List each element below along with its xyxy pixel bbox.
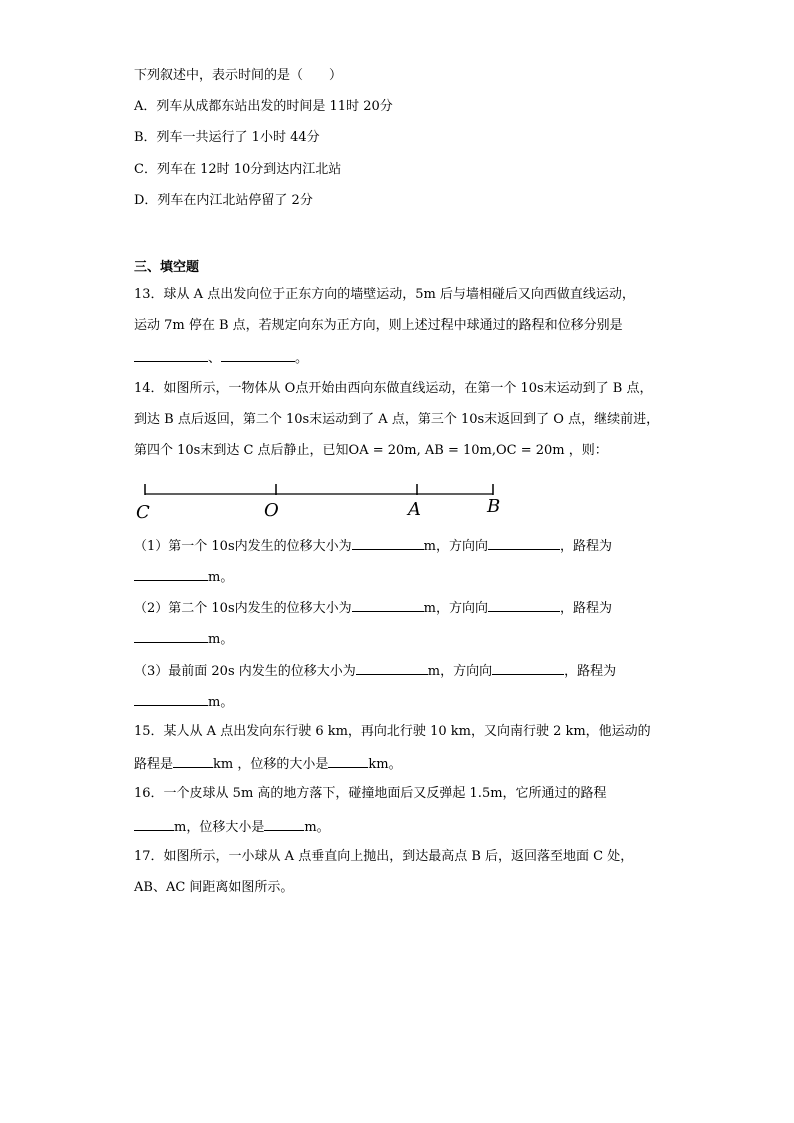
q14-sub3-blank-displacement[interactable] — [356, 660, 428, 675]
q14-sub3-blank-distance[interactable] — [134, 691, 208, 706]
q15-blank-displacement[interactable] — [328, 753, 368, 768]
q13-line2: 运动 7m 停在 B 点，若规定向东为正方向，则上述过程中球通过的路程和位移分别是 — [134, 318, 623, 333]
q14-sub3-line2 — [134, 691, 233, 713]
q15-line2 — [134, 753, 402, 775]
label-b: B — [487, 496, 501, 517]
q15-blank-distance[interactable] — [173, 753, 213, 768]
section-heading: 三、填空题 — [134, 260, 200, 275]
q14-sub3-text-a: （3）最前面 20s 内发生的位移大小为 — [134, 664, 356, 679]
q15-text-b: km ，位移的大小是 — [213, 757, 329, 772]
q13-blank-displacement[interactable] — [221, 347, 295, 362]
q13-end: 。 — [295, 351, 309, 366]
q14-sub2-text-c: ，路程为 — [559, 601, 612, 616]
q14-sub2-blank-distance[interactable] — [134, 628, 208, 643]
q16-line2 — [134, 816, 330, 838]
q14-sub2-blank-displacement[interactable] — [352, 597, 424, 612]
label-a: A — [408, 499, 421, 520]
q17-line1: 17．如图所示，一小球从 A 点垂直向上抛出，到达最高点 B 后，返回落至地面 C 处， — [134, 849, 634, 864]
q14-sub1-text-a: （1）第一个 10s内发生的位移大小为 — [134, 539, 352, 554]
q12-option-c: C．列车在 12时 10分到达内江北站 — [134, 162, 342, 177]
q14-sub2-blank-direction[interactable] — [488, 597, 560, 612]
q15-line1: 15．某人从 A 点出发向东行驶 6 km，再向北行驶 10 km，又向南行驶 2 km，他运动的 — [134, 724, 651, 739]
q14-line3: 第四个 10s末到达 C 点后静止，已知OA = 20m, AB = 10m,OC = 20m ，则： — [134, 443, 608, 458]
q14-sub1-line2 — [134, 566, 233, 588]
q17-line2: AB、AC 间距离如图所示。 — [134, 880, 294, 895]
q12-option-b: B．列车一共运行了 1小时 44分 — [134, 130, 320, 145]
q14-sub3-text-d: m。 — [208, 695, 234, 710]
q14-sub1-text-d: m。 — [208, 570, 234, 585]
q12-option-a: A．列车从成都东站出发的时间是 11时 20分 — [134, 99, 393, 114]
q13-answer-line — [134, 347, 308, 369]
q14-sub1-line — [134, 535, 612, 557]
q16-text-a: m，位移大小是 — [174, 820, 265, 835]
q16-text-b: m。 — [304, 820, 330, 835]
q14-sub1-text-c: ，路程为 — [559, 539, 612, 554]
q14-sub1-blank-displacement[interactable] — [352, 535, 424, 550]
q14-sub2-line2 — [134, 628, 233, 650]
q14-sub2-text-d: m。 — [208, 632, 234, 647]
q14-sub3-text-c: ，路程为 — [564, 664, 617, 679]
q14-sub1-text-b: m，方向向 — [423, 539, 488, 554]
q14-line1: 14．如图所示，一物体从 O点开始由西向东做直线运动，在第一个 10s末运动到了 B 点， — [134, 381, 653, 396]
q14-sub1-blank-distance[interactable] — [134, 566, 208, 581]
q16-blank-displacement[interactable] — [264, 816, 304, 831]
q14-sub3-blank-direction[interactable] — [492, 660, 564, 675]
q15-text-a: 路程是 — [134, 757, 174, 772]
q16-line1: 16．一个皮球从 5m 高的地方落下，碰撞地面后又反弹起 1.5m，它所通过的路程 — [134, 786, 607, 801]
q14-sub1-blank-direction[interactable] — [488, 535, 560, 550]
q14-sub2-text-a: （2）第二个 10s内发生的位移大小为 — [134, 601, 352, 616]
q13-blank-distance[interactable] — [134, 347, 208, 362]
q13-line1: 13．球从 A 点出发向位于正东方向的墙壁运动，5m 后与墙相碰后又向西做直线运动， — [134, 287, 635, 302]
q14-sub3-line — [134, 660, 616, 682]
label-o: O — [264, 500, 279, 521]
q14-sub2-line — [134, 597, 612, 619]
q14-sub2-text-b: m，方向向 — [423, 601, 488, 616]
q12-stem: 下列叙述中，表示时间的是（ ） — [134, 68, 343, 83]
label-c: C — [136, 502, 150, 523]
q13-separator: 、 — [208, 351, 222, 366]
q14-line2: 到达 B 点后返回，第二个 10s末运动到了 A 点，第三个 10s末返回到了 O 点，继续前进， — [134, 412, 660, 427]
number-line-diagram — [130, 478, 510, 523]
q16-blank-distance[interactable] — [134, 816, 174, 831]
q15-text-c: km。 — [368, 757, 402, 772]
q14-sub3-text-b: m，方向向 — [427, 664, 493, 679]
q12-option-d: D．列车在内江北站停留了 2分 — [134, 193, 313, 208]
